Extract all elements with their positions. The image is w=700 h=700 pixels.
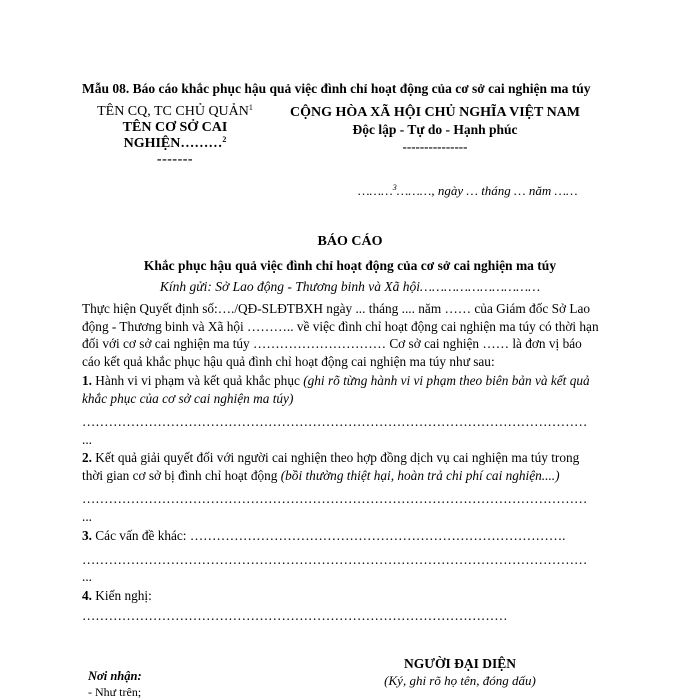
national-title: CỘNG HÒA XÃ HỘI CHỦ NGHĨA VIỆT NAM [289, 105, 580, 120]
intro-line: cáo kết quả khắc phục hậu quả đình chỉ hoạt động cai nghiện ma túy như sau: [82, 353, 495, 369]
addressee-line: Kính gửi: Sở Lao động - Thương binh và Xã hội………………………… [159, 279, 541, 294]
right-header-divider: --------------- [402, 139, 468, 154]
form-title: Mẫu 08. Báo cáo khắc phục hậu quả việc đình chỉ hoạt động của cơ sở cai nghiện ma túy [82, 81, 591, 96]
intro-line: Thực hiện Quyết định số:…./QĐ-SLĐTBXH ngày ... tháng .... năm …… của Giám đốc Sở Lao [82, 301, 590, 316]
section-2-dots: …………………………………………………………………………………………………… [82, 491, 588, 506]
section-3 [82, 527, 587, 586]
intro-paragraph [82, 300, 599, 370]
report-subtitle: Khắc phục hậu quả việc đình chỉ hoạt động của cơ sở cai nghiện ma túy [143, 258, 557, 273]
facility-name-line-2: NGHIỆN………$^2$ [123, 135, 227, 151]
section-3-dots: …………………………………………………………………………………………………… [82, 551, 588, 567]
section-1-note: khắc phục của cơ sở cai nghiện ma túy) [82, 390, 294, 406]
signature-note: (Ký, ghi rõ họ tên, đóng dấu) [384, 673, 536, 688]
facility-name-line: TÊN CƠ SỞ CAI [122, 120, 228, 135]
recipient-item: - Như trên; [88, 685, 142, 699]
date-line: ………$^3$………, ngày … tháng … năm …… [358, 183, 578, 198]
section-4 [82, 587, 508, 624]
signature-block [360, 655, 560, 689]
report-title: BÁO CÁO [317, 234, 383, 249]
section-4-heading: 4. Kiến nghị: [82, 588, 152, 603]
right-header [280, 104, 590, 155]
signature-title: NGƯỜI ĐẠI DIỆN [403, 656, 516, 671]
section-2 [82, 449, 587, 525]
section-1 [82, 372, 590, 448]
parent-agency-line: TÊN CQ, TC CHỦ QUẢN$^1$ [97, 103, 253, 119]
section-1-dots-end: ... [82, 431, 92, 447]
section-1-dots: …………………………………………………………………………………………………… [82, 414, 588, 429]
section-2-heading-2: thời gian cơ sở bị đình chỉ hoạt động (bồi thường thiệt hại, hoàn trả chi phí cai nghiện....) [82, 467, 560, 483]
section-2-dots-end: ... [82, 508, 92, 524]
left-header-divider: ------- [156, 152, 194, 167]
section-3-heading: 3. Các vấn đề khác: …………………………………………………………………………. [82, 528, 566, 543]
section-1-heading: 1. Hành vi vi phạm và kết quả khắc phục (ghi rõ từng hành vi vi phạm theo biên bản và kết quả [82, 373, 590, 388]
left-header [90, 104, 260, 168]
section-2-heading: 2. Kết quả giải quyết đối với người cai nghiện theo hợp đồng dịch vụ cai nghiện ma túy trong [82, 450, 580, 465]
section-3-dots-end: ... [82, 569, 92, 584]
intro-line: động - Thương binh và Xã hội ……….. về việc đình chỉ hoạt động cai nghiện ma túy có thời hạn [82, 318, 599, 334]
national-motto: Độc lập - Tự do - Hạnh phúc [352, 122, 518, 137]
intro-line: đối với cơ sở cai nghiện ma túy ………………………… Cơ sở cai nghiện …… là đơn vị báo [82, 336, 582, 351]
recipients-label: Nơi nhận: [88, 669, 142, 683]
section-4-dots: …………………………………………………………………………………… [82, 607, 508, 623]
recipients [88, 668, 142, 700]
